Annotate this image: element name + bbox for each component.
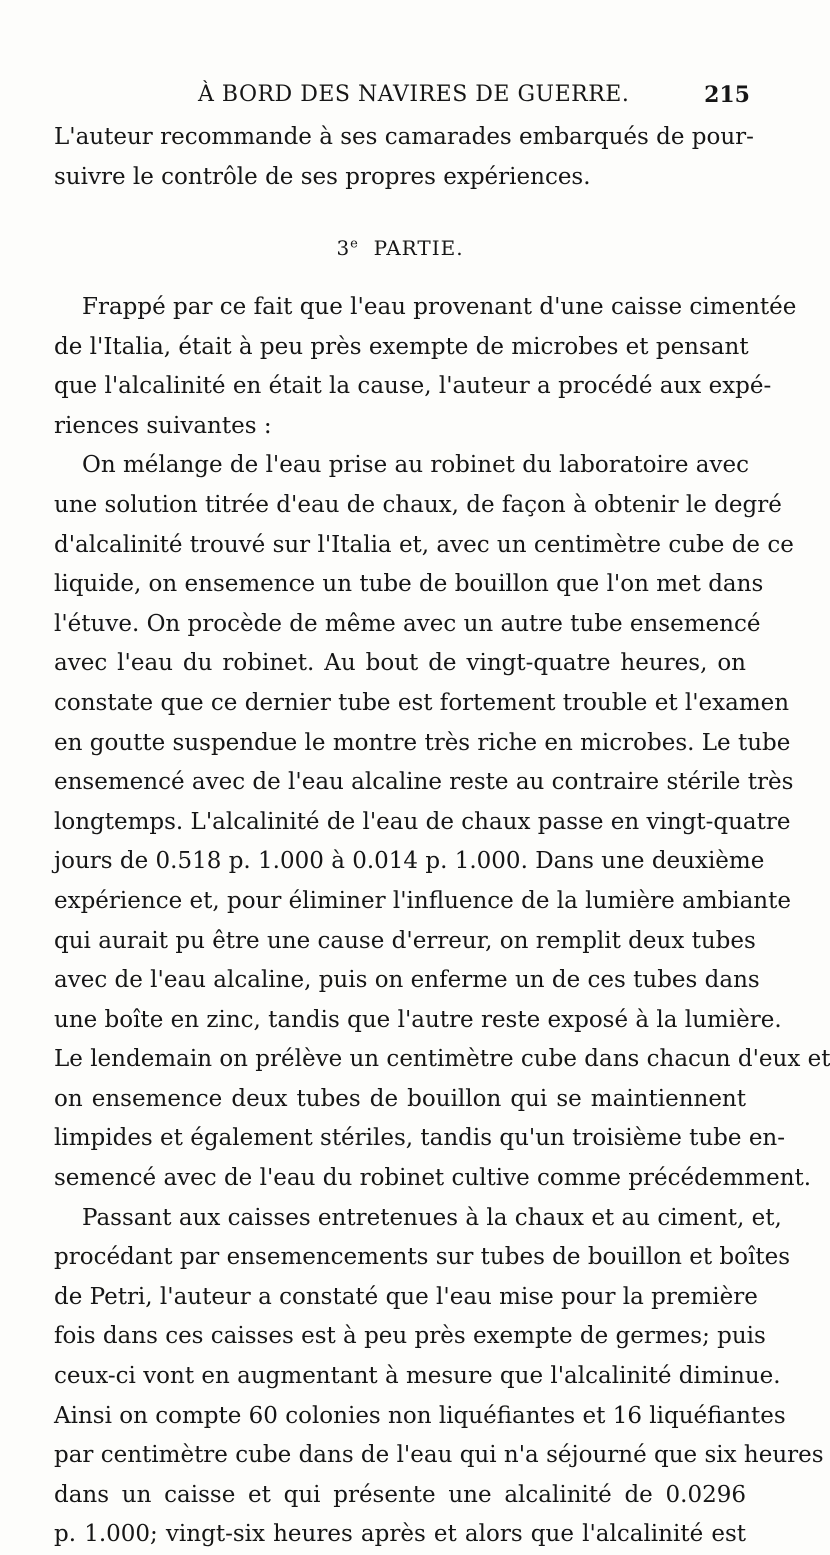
text-line: Frappé par ce fait que l'eau provenant d'une caisse cimentée <box>82 294 797 320</box>
text-line: longtemps. L'alcalinité de l'eau de chaux passe en vingt-quatre <box>54 808 791 835</box>
text-line: de l'Italia, était à peu près exempte de microbes et pensant <box>54 333 749 360</box>
text-line: ceux-ci vont en augmentant à mesure que l'alcalinité diminue. <box>54 1363 781 1390</box>
intro-paragraph <box>54 118 754 197</box>
section-number: 3 <box>336 236 351 260</box>
text-line: l'étuve. On procède de même avec un autre tube ensemencé <box>54 610 761 637</box>
section-title: PARTIE. <box>373 236 464 260</box>
text-line: une solution titrée d'eau de chaux, de façon à obtenir le degré <box>54 491 782 518</box>
text-line: liquide, on ensemence un tube de bouillon que l'on met dans <box>54 571 764 598</box>
text-line: constate que ce dernier tube est fortement trouble et l'examen <box>54 689 790 716</box>
text-line: une boîte en zinc, tandis que l'autre reste exposé à la lumière. <box>54 1006 782 1033</box>
page-header <box>60 76 750 116</box>
text-line: en goutte suspendue le montre très riche en microbes. Le tube <box>54 729 791 756</box>
text-line: avec de l'eau alcaline, puis on enferme un de ces tubes dans <box>54 967 760 994</box>
text-line: semencé avec de l'eau du robinet cultive comme précédemment. <box>54 1165 812 1192</box>
running-head: À BORD DES NAVIRES DE GUERRE. <box>198 82 630 107</box>
text-line: L'auteur recommande à ses camarades embarqués de pour- <box>54 124 754 150</box>
body-text <box>54 288 830 1555</box>
text-line: ensemencé avec de l'eau alcaline reste au contraire stérile très <box>54 769 794 796</box>
text-line: Le lendemain on prélève un centimètre cube dans chacun d'eux et <box>54 1046 830 1073</box>
text-line: par centimètre cube dans de l'eau qui n'a séjourné que six heures <box>54 1442 824 1469</box>
text-line: jours de 0.518 p. 1.000 à 0.014 p. 1.000. Dans une deuxième <box>54 848 765 875</box>
text-line: riences suivantes : <box>54 412 272 439</box>
text-line: de Petri, l'auteur a constaté que l'eau mise pour la première <box>54 1283 758 1310</box>
text-line: d'alcalinité trouvé sur l'Italia et, avec un centimètre cube de ce <box>54 531 794 558</box>
section-ordinal-suffix: e <box>350 236 359 252</box>
page-number: 215 <box>704 82 750 108</box>
text-line: qui aurait pu être une cause d'erreur, on remplit deux tubes <box>54 927 756 954</box>
text-line: expérience et, pour éliminer l'influence de la lumière ambiante <box>54 887 791 914</box>
text-line: Passant aux caisses entretenues à la chaux et au ciment, et, <box>82 1204 782 1231</box>
text-line: dans un caisse et qui présente une alcalinité de 0.0296 <box>54 1481 746 1508</box>
text-line: on ensemence deux tubes de bouillon qui se maintiennent <box>54 1085 746 1112</box>
section-heading <box>0 236 800 260</box>
text-line: p. 1.000; vingt-six heures après et alors que l'alcalinité est <box>54 1521 746 1548</box>
text-line: On mélange de l'eau prise au robinet du laboratoire avec <box>82 452 749 479</box>
text-line: procédant par ensemencements sur tubes de bouillon et boîtes <box>54 1244 790 1271</box>
text-line: avec l'eau du robinet. Au bout de vingt-quatre heures, on <box>54 650 746 677</box>
text-line: fois dans ces caisses est à peu près exempte de germes; puis <box>54 1323 766 1350</box>
text-line: Ainsi on compte 60 colonies non liquéfiantes et 16 liquéfiantes <box>54 1402 786 1429</box>
text-line: suivre le contrôle de ses propres expériences. <box>54 163 591 190</box>
text-line: que l'alcalinité en était la cause, l'auteur a procédé aux expé- <box>54 373 772 400</box>
text-line: limpides et également stériles, tandis qu'un troisième tube en- <box>54 1125 786 1152</box>
